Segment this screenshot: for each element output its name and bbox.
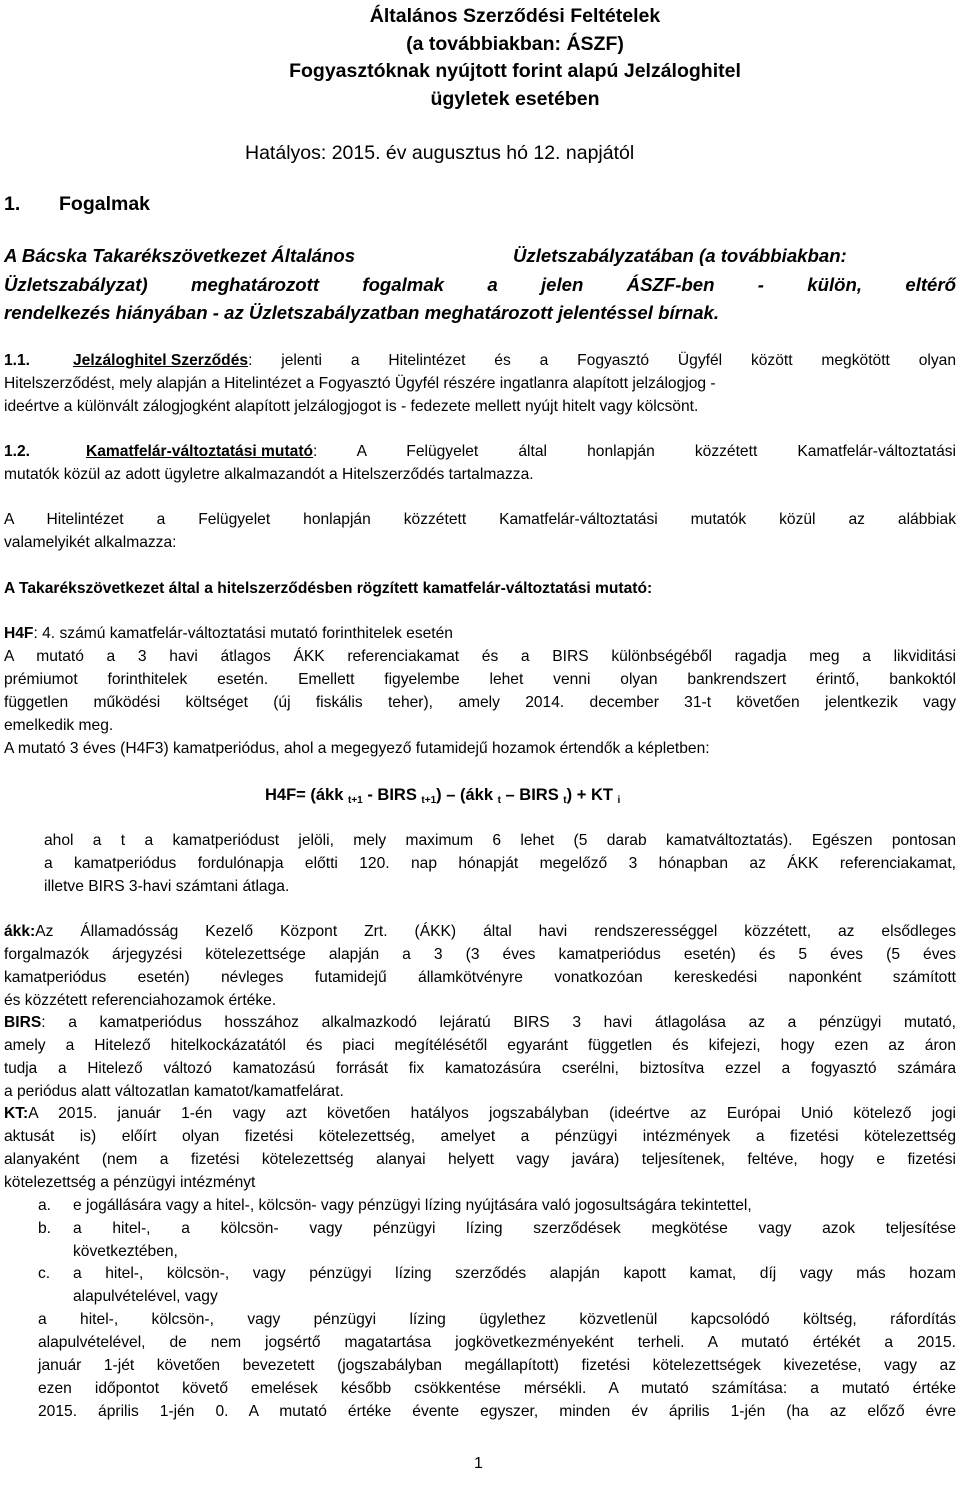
h4f-line-3: független működési költséget (új fiskális teher), amely 2014. december 31-t követően jelentkezik vagy [4,694,956,711]
p11-term: Jelzáloghitel Szerződés [73,352,249,369]
birs-line-2: amely a Hitelező hitelkockázatától és piaci megítélésétől egyaránt független és kifejezi, hogy ezen az áron [4,1037,956,1054]
birs-label: BIRS [4,1014,42,1031]
list-a-line-1: e jogállására vagy a hitel-, kölcsön- vagy pénzügyi lízing nyújtására való jogosultságára tekintettel, [73,1197,752,1214]
tail-line-4: ezen időpontot követő emelések később csökkentése mérsékli. A mutató számítása: a mutató értéke [38,1380,956,1397]
p12-line-1 [86,443,956,461]
p12-term: Kamatfelár-változtatási mutató [86,443,314,460]
kt-label: KT: [4,1105,29,1122]
h4f-line-1: A mutató a 3 havi átlagos ÁKK referenciakamat és a BIRS különbségéből ragadja meg a likviditási [4,648,956,665]
doc-title-line-2: (a továbbiakban: ÁSZF) [406,33,624,55]
intro-line-3: rendelkezés hiányában - az Üzletszabályzatban meghatározott jelentéssel bírnak. [4,302,720,323]
akk-line-1-text: Az Államadósság Kezelő Központ Zrt. (ÁKK) által havi rendszerességgel közzétett, az elsődleges [35,923,956,940]
list-b-line-2: következtében, [73,1243,178,1260]
effective-date: Hatályos: 2015. év augusztus hó 12. napjától [245,142,635,164]
birs-line-4: a periódus alatt változatlan kamatot/kamatfelárat. [4,1083,344,1100]
akk-line-1 [4,923,956,941]
h4f-line-2: prémiumot forinthitelek esetén. Emellett figyelembe lehet venni olyan bankrendszert érintő, bankoktól [4,671,956,688]
kt-line-2: aktusát is) előírt olyan fizetési kötelezettség, amelyet a pénzügyi intézmények a fizetési kötelezettség [4,1128,956,1145]
intro-line-1a: A Bácska Takarékszövetkezet Általános [4,245,356,266]
akk-line-2: forgalmazók árjegyzési kötelezettsége alapján a 3 (3 éves kamatperiódus esetén) és 5 éves (5 éves [4,946,956,963]
apply-line-1: A Hitelintézet a Felügyelet honlapján közzétett Kamatfelár-változtatási mutatók közül az alábbiak [4,511,956,528]
akk-line-3: kamatperiódus esetén) névleges futamidejű államkötvényre vonatkozóan kereskedési naponként számított [4,969,956,986]
kt-line-3: alanyaként (nem a fizetési kötelezettség alanyai helyett vagy javára) teljesítenek, feltéve, hogy e fizetési [4,1151,956,1168]
p11-line-1-text: : jelenti a Hitelintézet és a Fogyasztó Ügyfél között megkötött olyan [248,352,956,369]
list-a-marker: a. [38,1197,52,1214]
akk-line-4: és közzétett referenciahozamok értéke. [4,992,277,1009]
list-c-marker: c. [38,1265,51,1282]
birs-line-3: tudja a Hitelező változó kamatozású forrását fix kamatozásúra cserélni, biztosítva ezzel a fogyasztó számára [4,1060,956,1077]
h4f-title-line [4,625,453,643]
birs-line-1 [4,1014,956,1032]
tail-line-1: a hitel-, kölcsön-, vagy pénzügyi lízing ügylethez közvetlenül kapcsolódó költség, ráfordítás [38,1311,956,1328]
list-c-line-2: alapulvételével, vagy [73,1288,218,1305]
list-c-line-1: a hitel-, kölcsön-, vagy pénzügyi lízing szerződés alapján kapott kamat, díj vagy más hozam [73,1265,956,1282]
h4f-line-4: emelkedik meg. [4,717,114,734]
doc-title-line-1: Általános Szerződési Feltételek [369,5,661,27]
p11-number: 1.1. [4,352,31,369]
takarek-heading: A Takarékszövetkezet által a hitelszerződésben rögzített kamatfelár-változtatási mutató: [4,580,653,597]
h4f-label: H4F [4,625,34,642]
doc-title-line-3: Fogyasztóknak nyújtott forint alapú Jelzáloghitel [289,60,741,82]
intro-line-1b: Üzletszabályzatában (a továbbiakban: [513,245,847,266]
tail-line-5: 2015. április 1-jén 0. A mutató értéke évente egyszer, minden év április 1-jén (ha az előző évre [38,1403,956,1420]
where-line-3: illetve BIRS 3-havi számtani átlaga. [44,878,290,895]
page-number: 1 [474,1455,483,1472]
kt-line-1-text: A 2015. január 1-én vagy azt követően hatályos jogszabályban (ideértve az Európai Unió kötelező jogi [28,1105,956,1122]
akk-label: ákk: [4,923,36,940]
intro-line-2: Üzletszabályzat) meghatározott fogalmak a jelen ÁSZF-ben - külön, eltérő [4,274,956,295]
tail-line-2: alapulvételével, de nem jogsértő magatartása jogkövetkezményeként terheli. A mutató értékét a 2015. [38,1334,956,1351]
kt-line-1 [4,1105,956,1123]
where-line-2: a kamatperiódus fordulónapja előtti 120. nap hónapját megelőző 3 hónapban az ÁKK referenciakamat, [44,855,956,872]
h4f-line-5: A mutató 3 éves (H4F3) kamatperiódus, ahol a megegyező futamidejű hozamok értendők a képletben: [4,740,710,757]
tail-line-3: január 1-jét követően bevezetett (jogszabályban megállapított) fizetési kötelezettségek kivezetése, vagy az [38,1357,956,1374]
h4f-formula: H4F= (ákk $_{t+1}$ - BIRS $_{t+1}$) – (ákk $_t$ – BIRS $_t$) + KT $_i$ [265,786,621,806]
list-b-marker: b. [38,1220,52,1237]
p11-line-2: Hitelszerződést, mely alapján a Hitelintézet a Fogyasztó Ügyfél részére ingatlanra alapított jelzálogjog - [4,375,716,392]
p11-line-3: ideértve a különvált zálogjogként alapított jelzálogjogot is - fedezete mellett nyújt hitelt vagy kölcsönt. [4,398,699,415]
section-number: 1. [4,193,21,215]
apply-line-2: valamelyikét alkalmazza: [4,534,177,551]
p12-line-2: mutatók közül az adott ügyletre alkalmazandót a Hitelszerződés tartalmazza. [4,466,534,483]
birs-line-1-text: : a kamatperiódus hosszához alkalmazkodó lejáratú BIRS 3 havi átlagolása az a pénzügyi mutató, [41,1014,956,1031]
section-title: Fogalmak [59,193,151,215]
doc-title-line-4: ügyletek esetében [430,88,600,110]
p12-line-1-text: : A Felügyelet által honlapján közzétett Kamatfelár-változtatási [313,443,956,460]
kt-line-4: kötelezettség a pénzügyi intézményt [4,1174,256,1191]
list-b-line-1: a hitel-, a kölcsön- vagy pénzügyi lízing szerződések megkötése vagy azok teljesítése [73,1220,956,1237]
p12-number: 1.2. [4,443,31,460]
p11-line-1 [73,352,956,370]
h4f-title: : 4. számú kamatfelár-változtatási mutató forinthitelek esetén [33,625,453,642]
where-line-1: ahol a t a kamatperiódust jelöli, mely maximum 6 lehet (5 darab kamatváltoztatás). Egészen pontosan [44,832,956,849]
